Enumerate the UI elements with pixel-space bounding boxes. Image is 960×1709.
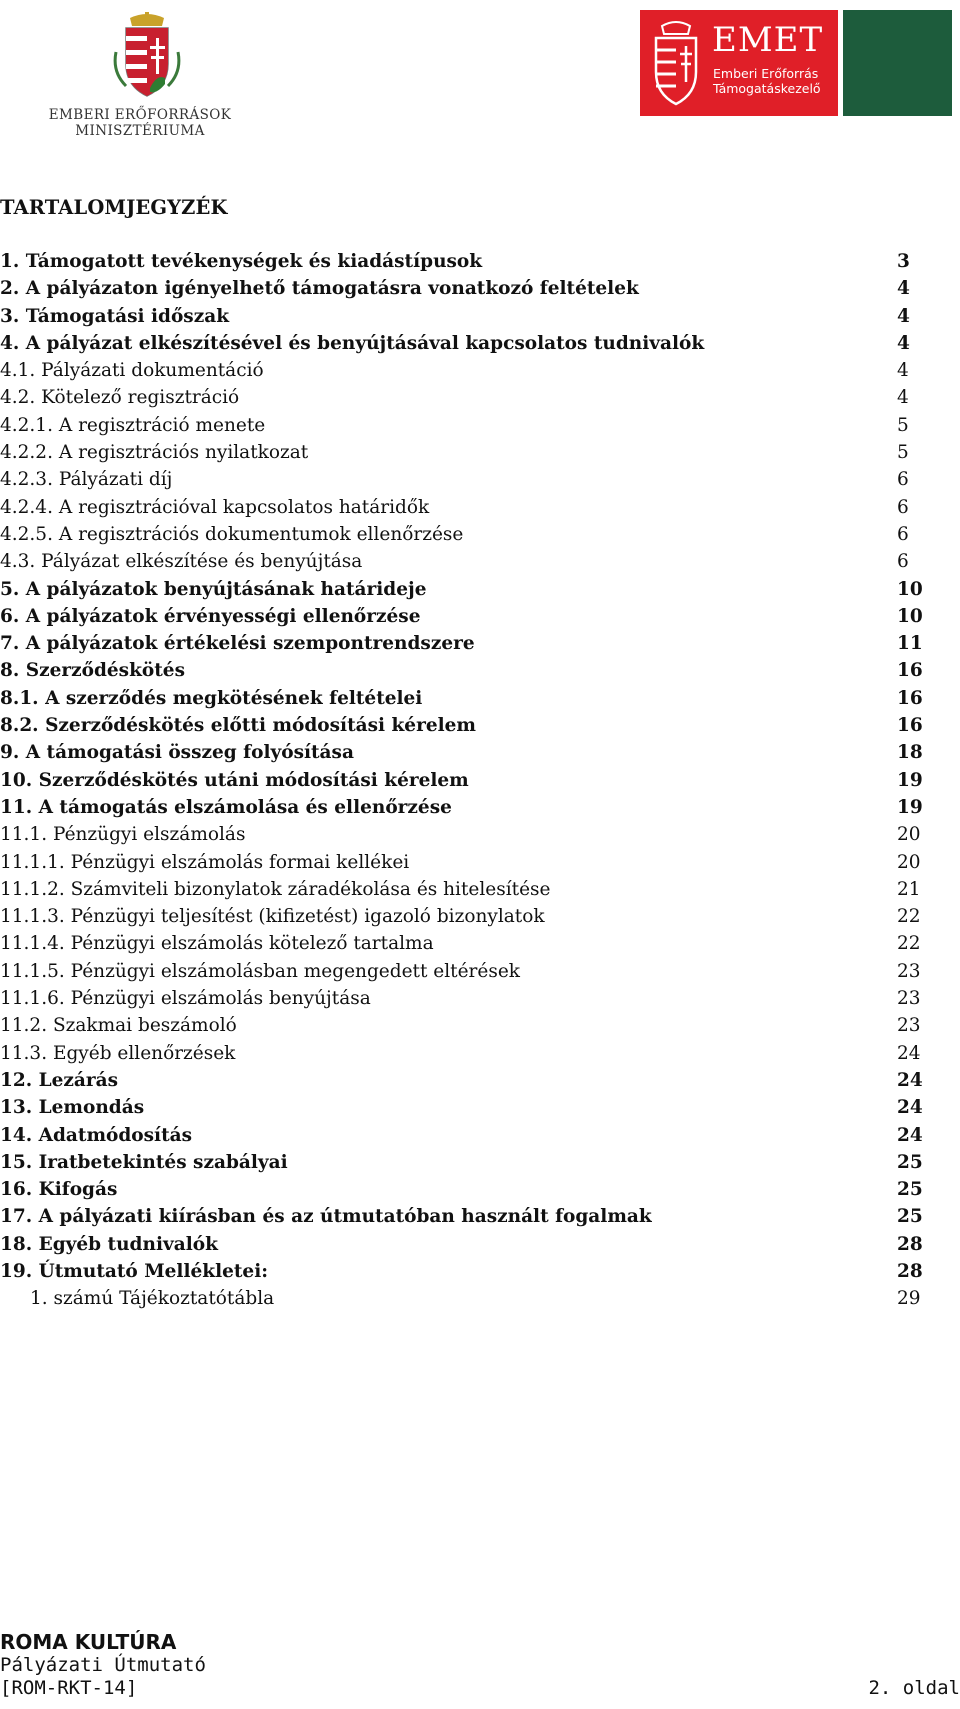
toc-entry[interactable]: [0, 384, 940, 411]
toc-entry-title: 3. Támogatási időszak: [0, 305, 230, 327]
toc-entry-title: 11.3. Egyéb ellenőrzések: [0, 1042, 236, 1064]
toc-entry-page: 22: [897, 906, 921, 928]
toc-entry-page: 16: [897, 687, 923, 709]
toc-entry-title: 4.2. Kötelező regisztráció: [0, 387, 240, 409]
toc-entry-title: 14. Adatmódosítás: [0, 1124, 193, 1146]
toc-entry-page: 19: [897, 769, 923, 791]
emet-brand: EMET: [712, 20, 824, 60]
toc-entry[interactable]: [0, 1231, 940, 1258]
toc-entry[interactable]: [0, 739, 940, 766]
toc-entry[interactable]: [0, 685, 940, 712]
toc-entry[interactable]: [0, 958, 940, 985]
toc-entry-page: 28: [897, 1260, 923, 1282]
toc-entry[interactable]: [0, 439, 940, 466]
footer-program: ROMA KULTÚRA: [0, 1630, 177, 1654]
toc-entry-title: 6. A pályázatok érvényességi ellenőrzése: [0, 605, 421, 627]
toc-entry-page: 10: [897, 578, 923, 600]
toc-entry-page: 19: [897, 796, 923, 818]
toc-entry[interactable]: [0, 412, 940, 439]
toc-entry[interactable]: [0, 1258, 940, 1285]
ministry-name-line-2: MINISZTÉRIUMA: [75, 123, 205, 139]
toc-entry-title: 4.2.2. A regisztrációs nyilatkozat: [0, 442, 309, 464]
toc-entry-title: 11.1. Pénzügyi elszámolás: [0, 824, 246, 846]
toc-entry-title: 9. A támogatási összeg folyósítása: [0, 742, 354, 764]
toc-entry-page: 23: [897, 960, 921, 982]
toc-entry-page: 4: [897, 387, 909, 409]
toc-entry-title: 8.2. Szerződéskötés előtti módosítási kérelem: [0, 715, 476, 737]
toc-entry[interactable]: [0, 521, 940, 548]
toc-entry[interactable]: [0, 630, 940, 657]
toc-entry-page: 4: [897, 305, 910, 327]
toc-entry-title: 4.2.1. A regisztráció menete: [0, 414, 266, 436]
toc-entry[interactable]: [0, 576, 940, 603]
toc-entry-title: 12. Lezárás: [0, 1069, 119, 1091]
toc-title: TARTALOMJEGYZÉK: [0, 196, 228, 219]
toc-entry[interactable]: [0, 903, 940, 930]
toc-entry-page: 24: [897, 1124, 923, 1146]
toc-entry-page: 5: [897, 442, 909, 464]
toc-entry[interactable]: [0, 1285, 940, 1312]
toc-entry-title: 18. Egyéb tudnivalók: [0, 1233, 218, 1255]
toc-entry[interactable]: [0, 357, 940, 384]
emet-subtitle: [713, 66, 821, 96]
toc-entry-page: 20: [897, 851, 921, 873]
toc-entry-page: 6: [897, 496, 909, 518]
toc-entry-title: 11.1.3. Pénzügyi teljesítést (kifizetést) igazoló bizonylatok: [0, 906, 545, 928]
toc-entry-page: 23: [897, 1015, 921, 1037]
toc-entry-page: 28: [897, 1233, 923, 1255]
toc-entry[interactable]: [0, 1040, 940, 1067]
toc-entry[interactable]: [0, 1149, 940, 1176]
toc-entry-page: 24: [897, 1097, 923, 1119]
toc-entry-title: 1. számú Tájékoztatótábla: [30, 1288, 275, 1310]
toc-entry-title: 11.2. Szakmai beszámoló: [0, 1015, 237, 1037]
toc-entry-page: 29: [897, 1288, 921, 1310]
toc-entry-title: 4. A pályázat elkészítésével és benyújtásával kapcsolatos tudnivalók: [0, 332, 705, 354]
toc-entry-title: 11.1.1. Pénzügyi elszámolás formai kellékei: [0, 851, 410, 873]
toc-entry-title: 8.1. A szerződés megkötésének feltételei: [0, 687, 423, 709]
toc-entry-title: 10. Szerződéskötés utáni módosítási kérelem: [0, 769, 469, 791]
toc-entry[interactable]: [0, 548, 940, 575]
toc-entry[interactable]: [0, 303, 940, 330]
toc-entry-page: 24: [897, 1042, 921, 1064]
toc-entry[interactable]: [0, 1067, 940, 1094]
toc-entry-page: 11: [897, 633, 923, 655]
toc-entry-page: 3: [897, 251, 910, 272]
toc-entry-title: 16. Kifogás: [0, 1179, 118, 1201]
toc-entry-title: 11.1.5. Pénzügyi elszámolásban megengedett eltérések: [0, 960, 520, 982]
toc-entry-page: 20: [897, 824, 921, 846]
toc-entry-title: 2. A pályázaton igényelhető támogatásra vonatkozó feltételek: [0, 278, 639, 300]
toc-entry-page: 5: [897, 414, 909, 436]
toc-entry-title: 13. Lemondás: [0, 1097, 145, 1119]
toc-entry[interactable]: [0, 1176, 940, 1203]
toc-entry[interactable]: [0, 712, 940, 739]
toc-entry[interactable]: [0, 930, 940, 957]
toc-entry-title: 1. Támogatott tevékenységek és kiadástípusok: [0, 251, 483, 272]
toc-entry-page: 21: [897, 878, 921, 900]
toc-entry-title: 4.2.4. A regisztrációval kapcsolatos határidők: [0, 496, 430, 518]
emet-logo: [640, 10, 952, 116]
toc-entry[interactable]: [0, 876, 940, 903]
toc-entry-title: 15. Iratbetekintés szabályai: [0, 1151, 288, 1173]
toc-entry[interactable]: [0, 821, 940, 848]
toc-entry-page: 6: [897, 523, 909, 545]
footer-code: [ROM-RKT-14]: [0, 1677, 138, 1699]
toc-entry[interactable]: [0, 657, 940, 684]
hungarian-crest-icon: [112, 12, 182, 100]
toc-entry-title: 4.2.5. A regisztrációs dokumentumok ellenőrzése: [0, 523, 464, 545]
ministry-name-line-1: EMBERI ERŐFORRÁSOK: [48, 107, 232, 123]
toc-entry-page: 4: [897, 332, 910, 354]
footer-doc-type: Pályázati Útmutató: [0, 1654, 206, 1676]
toc-entry-page: 25: [897, 1206, 923, 1228]
toc-entry-title: 4.3. Pályázat elkészítése és benyújtása: [0, 551, 363, 573]
toc-entry-title: 4.1. Pályázati dokumentáció: [0, 360, 264, 382]
ministry-name: [40, 107, 240, 139]
toc-entry-title: 5. A pályázatok benyújtásának határideje: [0, 578, 427, 600]
toc-entry-page: 10: [897, 605, 923, 627]
toc-entry[interactable]: [0, 466, 940, 493]
ministry-logo: [40, 12, 240, 137]
toc-entry-page: 25: [897, 1179, 923, 1201]
toc-entry-page: 23: [897, 988, 921, 1010]
toc-entry[interactable]: [0, 767, 940, 794]
emet-green-block: [843, 10, 952, 116]
toc-entry-page: 16: [897, 715, 923, 737]
toc-entry-title: 8. Szerződéskötés: [0, 660, 185, 682]
emet-red-block: [640, 10, 838, 116]
toc-entry-page: 22: [897, 933, 921, 955]
toc-entry-page: 24: [897, 1069, 923, 1091]
toc-entry-title: 17. A pályázati kiírásban és az útmutatóban használt fogalmak: [0, 1206, 652, 1228]
toc-entry[interactable]: [0, 794, 940, 821]
emet-subtitle-line-1: Emberi Erőforrás: [713, 66, 819, 81]
toc-entry-page: 4: [897, 278, 910, 300]
toc-entry[interactable]: [0, 985, 940, 1012]
toc-entry-title: 4.2.3. Pályázati díj: [0, 469, 173, 491]
toc-entry-page: 6: [897, 469, 909, 491]
page-footer: [0, 1631, 960, 1700]
toc-entry-title: 7. A pályázatok értékelési szempontrendszere: [0, 633, 475, 655]
toc-entry[interactable]: [0, 603, 940, 630]
toc-entry[interactable]: [0, 849, 940, 876]
toc-list: [0, 248, 940, 1313]
toc-entry[interactable]: [0, 275, 940, 302]
toc-entry-title: 11.1.4. Pénzügyi elszámolás kötelező tartalma: [0, 933, 434, 955]
emet-crest-icon: [648, 18, 704, 108]
toc-entry[interactable]: [0, 248, 940, 275]
toc-entry-title: 11. A támogatás elszámolása és ellenőrzése: [0, 796, 452, 818]
toc-entry-title: 11.1.6. Pénzügyi elszámolás benyújtása: [0, 988, 371, 1010]
toc-entry-page: 25: [897, 1151, 923, 1173]
toc-entry-page: 16: [897, 660, 923, 682]
toc-entry[interactable]: [0, 1122, 940, 1149]
toc-entry[interactable]: [0, 330, 940, 357]
toc-entry-page: 18: [897, 742, 923, 764]
footer-page-number: 2. oldal: [868, 1677, 960, 1699]
toc-entry[interactable]: [0, 1203, 940, 1230]
toc-entry-title: 11.1.2. Számviteli bizonylatok záradékolása és hitelesítése: [0, 878, 551, 900]
toc-entry-page: 6: [897, 551, 909, 573]
emet-subtitle-line-2: Támogatáskezelő: [713, 81, 821, 96]
toc-entry-page: 4: [897, 360, 909, 382]
toc-entry[interactable]: [0, 1094, 940, 1121]
toc-entry[interactable]: [0, 1012, 940, 1039]
toc-entry[interactable]: [0, 494, 940, 521]
toc-entry-title: 19. Útmutató Mellékletei:: [0, 1260, 269, 1282]
